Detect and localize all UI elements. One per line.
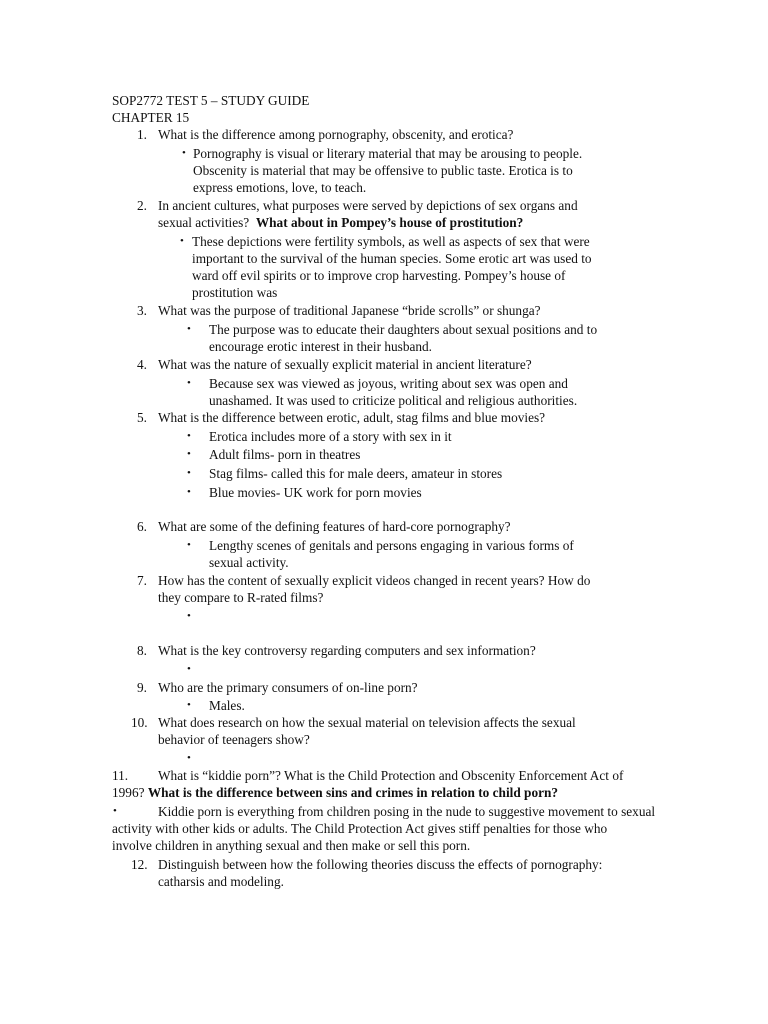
answer-line: express emotions, love, to teach. [193, 180, 367, 195]
question-bold-text: What about in Pompey’s house of prostitution? [255, 215, 524, 230]
question-text: What is the difference between erotic, adult, stag films and blue movies? [158, 410, 546, 425]
answer-line: Stag films- called this for male deers, amateur in stores [209, 466, 503, 481]
answer-line: encourage erotic interest in their husband. [209, 339, 433, 354]
answer-line: Blue movies- UK work for porn movies [209, 485, 422, 500]
question-number: 10. [131, 715, 148, 730]
answer-line: Kiddie porn is everything from children posing in the nude to suggestive movement to sexual [158, 804, 656, 819]
bullet: • [113, 805, 117, 817]
question-text: behavior of teenagers show? [158, 732, 310, 747]
document-title: SOP2772 TEST 5 – STUDY GUIDE [112, 93, 310, 108]
question-text: What are some of the defining features of hard-core pornography? [158, 519, 511, 534]
answer-line: Males. [209, 698, 245, 713]
answer-line: These depictions were fertility symbols, as well as aspects of sex that were [192, 234, 590, 249]
question-number: 8. [137, 643, 147, 658]
question-text: 1996? What is the difference between sins and crimes in relation to child porn? [112, 785, 559, 800]
question-text: In ancient cultures, what purposes were served by depictions of sex organs and [158, 198, 578, 213]
question-text: What is the difference among pornography, obscenity, and erotica? [158, 127, 514, 142]
bullet: • [187, 486, 191, 498]
question-number: 1. [137, 127, 147, 142]
answer-line: ward off evil spirits or to improve crop harvesting. Pompey’s house of [192, 268, 566, 283]
question-text: they compare to R-rated films? [158, 590, 324, 605]
bullet: • [187, 610, 191, 622]
question-text: What was the nature of sexually explicit material in ancient literature? [158, 357, 532, 372]
bullet: • [187, 539, 191, 551]
answer-line: unashamed. It was used to criticize political and religious authorities. [209, 393, 578, 408]
question-number: 3. [137, 303, 147, 318]
question-text: What was the purpose of traditional Japanese “bride scrolls” or shunga? [158, 303, 541, 318]
question-number: 11. [112, 768, 129, 783]
answer-line: Lengthy scenes of genitals and persons engaging in various forms of [209, 538, 574, 553]
answer-line: Because sex was viewed as joyous, writing about sex was open and [209, 376, 568, 391]
bullet: • [187, 430, 191, 442]
answer-line: important to the survival of the human species. Some erotic art was used to [192, 251, 592, 266]
answer-line: activity with other kids or adults. The Child Protection Act gives stiff penalties for those who [112, 821, 608, 836]
question-number: 4. [137, 357, 147, 372]
answer-line: Erotica includes more of a story with sex in it [209, 429, 452, 444]
answer-line: Adult films- porn in theatres [209, 447, 361, 462]
bullet: • [187, 663, 191, 675]
answer-line: sexual activity. [209, 555, 289, 570]
bullet: • [187, 377, 191, 389]
question-text: What does research on how the sexual material on television affects the sexual [158, 715, 576, 730]
chapter-heading: CHAPTER 15 [112, 110, 190, 125]
question-text: sexual activities? What about in Pompey’s house of prostitution? [158, 215, 524, 230]
answer-line: Obscenity is material that may be offensive to public taste. Erotica is to [193, 163, 573, 178]
bullet: • [187, 752, 191, 764]
answer-line: Pornography is visual or literary material that may be arousing to people. [193, 146, 583, 161]
bullet: • [187, 699, 191, 711]
question-number: 5. [137, 410, 147, 425]
bullet: • [187, 448, 191, 460]
question-text: What is “kiddie porn”? What is the Child Protection and Obscenity Enforcement Act of [158, 768, 624, 783]
answer-line: The purpose was to educate their daughters about sexual positions and to [209, 322, 598, 337]
question-number: 9. [137, 680, 147, 695]
question-number: 7. [137, 573, 147, 588]
answer-line: involve children in anything sexual and then make or sell this porn. [112, 838, 471, 853]
bullet: • [187, 323, 191, 335]
question-text: catharsis and modeling. [158, 874, 284, 889]
bullet: • [180, 235, 184, 247]
question-number: 6. [137, 519, 147, 534]
bullet: • [187, 467, 191, 479]
bullet: • [182, 147, 186, 159]
question-text: How has the content of sexually explicit videos changed in recent years? How do [158, 573, 591, 588]
question-bold-text: What is the difference between sins and crimes in relation to child porn? [147, 785, 559, 800]
question-text: Who are the primary consumers of on-line porn? [158, 680, 418, 695]
answer-line: prostitution was [192, 285, 278, 300]
question-number: 12. [131, 857, 148, 872]
question-text: What is the key controversy regarding computers and sex information? [158, 643, 536, 658]
question-text: Distinguish between how the following theories discuss the effects of pornography: [158, 857, 603, 872]
question-number: 2. [137, 198, 147, 213]
